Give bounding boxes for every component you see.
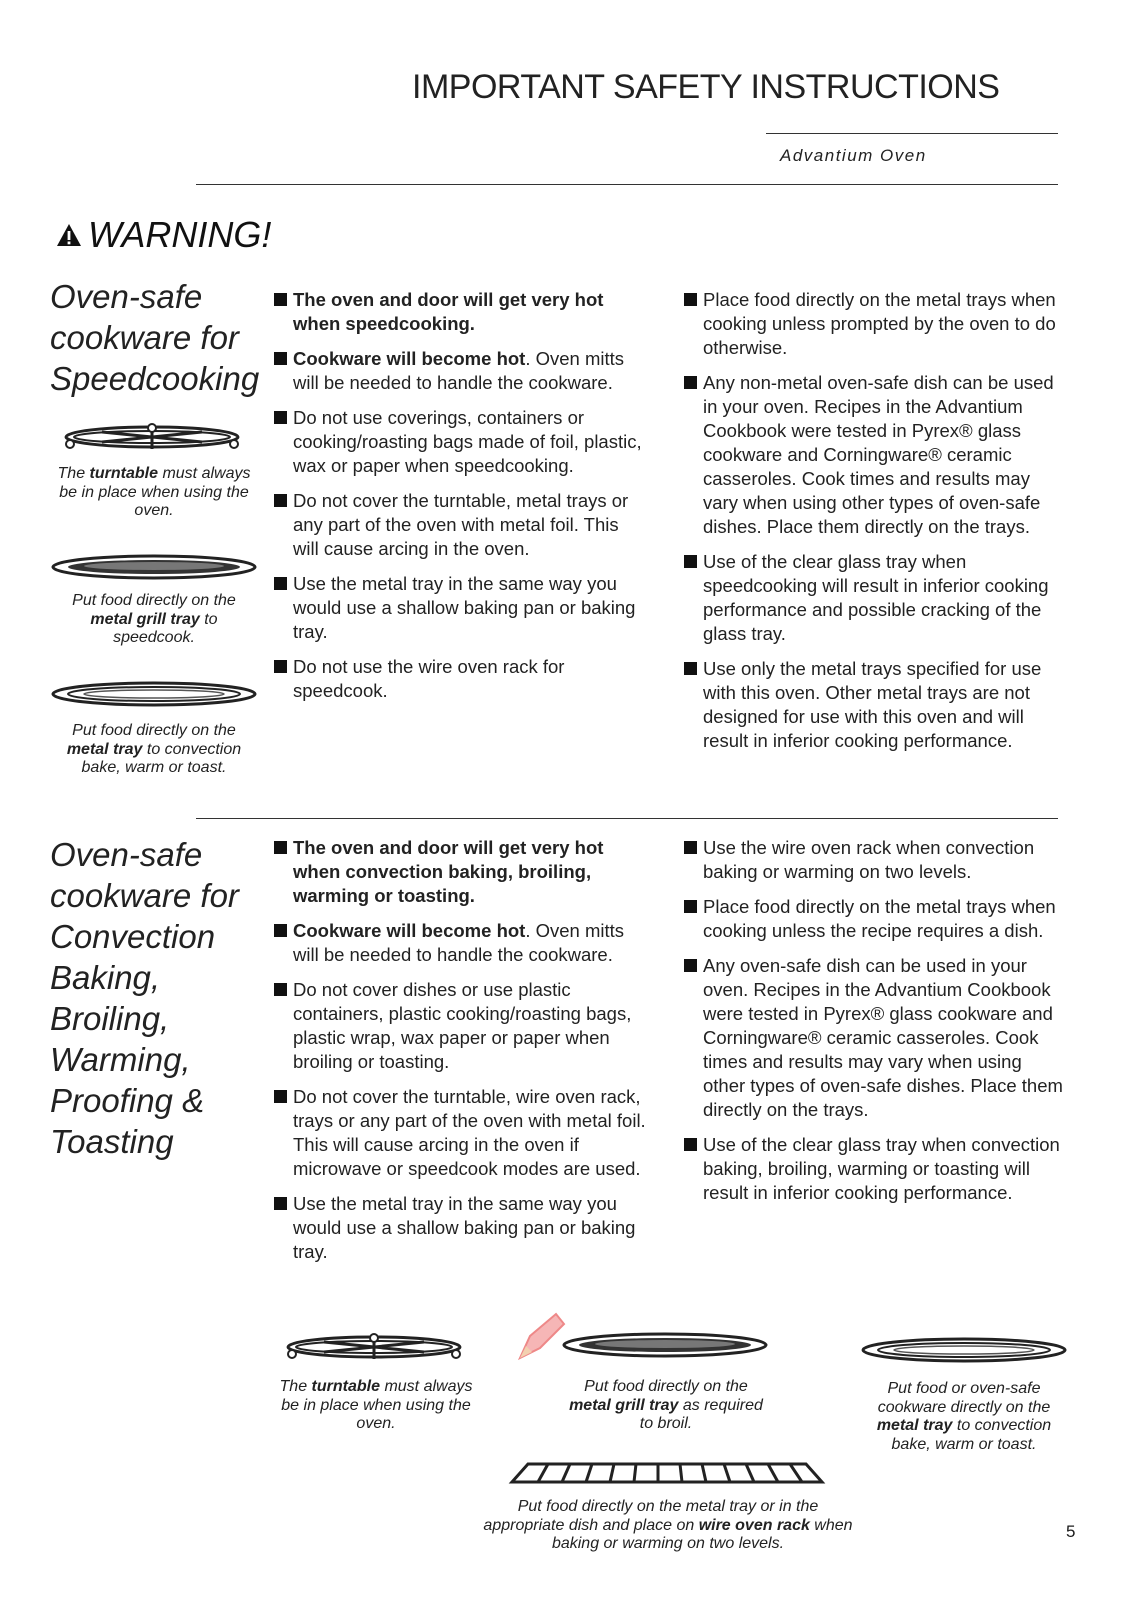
header-divider xyxy=(196,184,1058,185)
list-item: Use the wire oven rack when convection baking or warming on two levels. xyxy=(684,836,1064,884)
page-title: IMPORTANT SAFETY INSTRUCTIONS xyxy=(412,68,1000,106)
metal-tray-icon xyxy=(50,680,258,708)
metal-tray-icon xyxy=(860,1336,1068,1364)
list-item: Use of the clear glass tray when speedcooking will result in inferior cooking performance and possible cracking of the glass tray. xyxy=(684,550,1064,646)
section-divider xyxy=(196,818,1058,819)
turntable-icon xyxy=(284,1330,464,1366)
list-item: Any oven-safe dish can be used in your oven. Recipes in the Advantium Cookbook were tested in Pyrex® glass cookware and Corningware® ceramic casseroles. Cook times and results may vary when using other types of oven-safe dishes. Place them directly on the trays. xyxy=(684,954,1064,1122)
list-item: Do not use the wire oven rack for speedcook. xyxy=(274,655,646,703)
page-number: 5 xyxy=(1066,1522,1076,1541)
pencil-mark-icon xyxy=(516,1310,566,1362)
subtitle-rule xyxy=(766,133,1058,134)
list-item: The oven and door will get very hot when speedcooking. xyxy=(274,288,646,336)
list-item: Cookware will become hot. Oven mitts will be needed to handle the cookware. xyxy=(274,919,646,967)
list-item: Do not cover the turntable, metal trays or any part of the oven with metal foil. This will cause arcing in the oven. xyxy=(274,489,646,561)
warning-label: WARNING! xyxy=(88,214,272,255)
convection-col1 xyxy=(274,836,646,1275)
list-item: Place food directly on the metal trays when cooking unless the recipe requires a dish. xyxy=(684,895,1064,943)
list-item: Place food directly on the metal trays when cooking unless prompted by the oven to do otherwise. xyxy=(684,288,1064,360)
list-item: Use the metal tray in the same way you would use a shallow baking pan or baking tray. xyxy=(274,1192,646,1264)
grill-tray-caption: Put food directly on the metal grill tray as required to broil. xyxy=(569,1378,763,1432)
speedcook-heading: Oven-safe cookware for Speedcooking xyxy=(50,278,260,397)
list-item: Any non-metal oven-safe dish can be used in your oven. Recipes in the Advantium Cookbook were tested in Pyrex® glass cookware and Corningware® ceramic casseroles. Cook times and results may vary when using other types of oven-safe dishes. Place them directly on the trays. xyxy=(684,371,1064,539)
speedcook-col2 xyxy=(684,288,1064,764)
list-item: The oven and door will get very hot when convection baking, broiling, warming or toasting. xyxy=(274,836,646,908)
metal-grill-tray-icon xyxy=(560,1330,770,1360)
grill-tray-caption: Put food directly on the metal grill tray to speedcook. xyxy=(72,592,236,646)
warning-triangle-icon xyxy=(56,223,82,247)
convection-heading: Oven-safe cookware for Convection Baking, Broiling, Warming, Proofing & Toasting xyxy=(50,836,239,1160)
wire-rack-caption: Put food directly on the metal tray or in the appropriate dish and place on wire oven rack when baking or warming on two levels. xyxy=(483,1498,853,1552)
turntable-icon xyxy=(62,420,242,456)
speedcook-col1 xyxy=(274,288,646,714)
wire-oven-rack-icon xyxy=(508,1460,826,1486)
list-item: Cookware will become hot. Oven mitts will be needed to handle the cookware. xyxy=(274,347,646,395)
list-item: Do not cover dishes or use plastic containers, plastic cooking/roasting bags, plastic wrap, wax paper or paper when broiling or toasting. xyxy=(274,978,646,1074)
metal-tray-caption: Put food or oven-safe cookware directly on the metal tray to convection bake, warm or toast. xyxy=(876,1380,1052,1453)
list-item: Do not use coverings, containers or cooking/roasting bags made of foil, plastic, wax or paper when speedcooking. xyxy=(274,406,646,478)
metal-tray-caption: Put food directly on the metal tray to convection bake, warm or toast. xyxy=(66,722,242,776)
list-item: Use only the metal trays specified for use with this oven. Other metal trays are not designed for use with this oven and will result in inferior cooking performance. xyxy=(684,657,1064,753)
warning-banner xyxy=(56,214,271,256)
metal-grill-tray-icon xyxy=(50,552,258,582)
convection-col2 xyxy=(684,836,1064,1216)
turntable-caption: The turntable must always be in place when using the oven. xyxy=(57,465,251,519)
list-item: Use the metal tray in the same way you would use a shallow baking pan or baking tray. xyxy=(274,572,646,644)
turntable-caption: The turntable must always be in place when using the oven. xyxy=(279,1378,473,1432)
list-item: Use of the clear glass tray when convection baking, broiling, warming or toasting will result in inferior cooking performance. xyxy=(684,1133,1064,1205)
page-subtitle: Advantium Oven xyxy=(780,146,927,165)
list-item: Do not cover the turntable, wire oven rack, trays or any part of the oven with metal foil. This will cause arcing in the oven if microwave or speedcook modes are used. xyxy=(274,1085,646,1181)
